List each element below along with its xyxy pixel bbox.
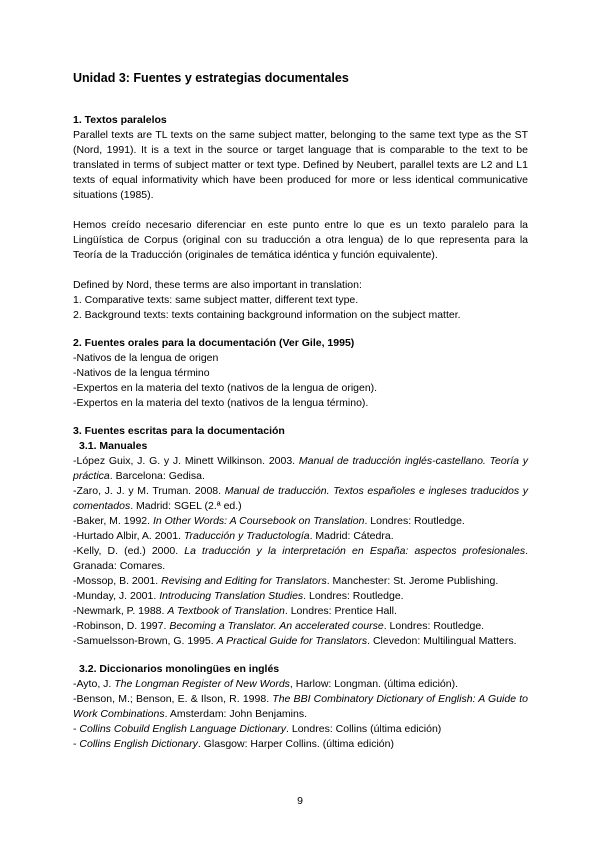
reference-item: -Mossop, B. 2001. Revising and Editing for Translators. Manchester: St. Jerome Publishing. [73,575,499,587]
reference-item: - Collins Cobuild English Language Dictionary. Londres: Collins (última edición) [73,723,442,735]
subsection-diccionarios-heading: 3.2. Diccionarios monolingües en inglés [79,663,280,675]
paragraph-corpus: Hemos creído necesario diferenciar en este punto entre lo que es un texto paralelo para la Lingüística de Corpus (original con su traducción a otra lengua) de lo que representa para la Teoría de la Traducción (originales de temática idéntica y función equivalente). [73,219,528,261]
paragraph-parallel-texts: Parallel texts are TL texts on the same subject matter, belonging to the same text type as the ST (Nord, 1991). It is a text in the source or target language that is comparable to the text to be translated in terms of subject matter or text type. Defined by Neubert, parallel texts are L2 and L1 texts of equal informativity which have been produced for more or less identical communicative situations (1985). [73,129,528,201]
subsection-manuales-heading: 3.1. Manuales [79,440,148,452]
reference-item: -Samuelsson-Brown, G. 1995. A Practical Guide for Translators. Clevedon: Multilingual Matters. [73,635,517,647]
list-item: 2. Background texts: texts containing background information on the subject matter. [73,309,461,321]
reference-item: -Zaro, J. J. y M. Truman. 2008. Manual de traducción. Textos españoles e ingleses traducidos y comentados. Madrid: SGEL (2.ª ed.) [73,485,529,512]
section-1-heading: 1. Textos paralelos [73,114,167,126]
page-title: Unidad 3: Fuentes y estrategias documentales [73,71,349,85]
reference-item: -Kelly, D. (ed.) 2000. La traducción y la interpretación en España: aspectos profesionales. Granada: Comares. [73,545,528,572]
list-item: -Expertos en la materia del texto (nativos de la lengua de origen). [73,382,378,394]
reference-item: -Benson, M.; Benson, E. & Ilson, R. 1998. The BBI Combinatory Dictionary of English: A Guide to Work Combinations. Amsterdam: John Benjamins. [73,693,528,720]
reference-item: -Ayto, J. The Longman Register of New Words, Harlow: Longman. (última edición). [73,678,458,690]
section-3-heading: 3. Fuentes escritas para la documentación [73,425,285,437]
reference-item: -Hurtado Albir, A. 2001. Traducción y Traductología. Madrid: Cátedra. [73,530,394,542]
list-item: -Nativos de la lengua término [73,367,210,379]
reference-item: -Newmark, P. 1988. A Textbook of Translation. Londres: Prentice Hall. [73,605,397,617]
reference-item: - Collins English Dictionary. Glasgow: Harper Collins. (última edición) [73,738,394,750]
section-2-heading: 2. Fuentes orales para la documentación (Ver Gile, 1995) [73,337,355,349]
reference-item: -López Guix, J. G. y J. Minett Wilkinson. 2003. Manual de traducción inglés-castellano. Teoría y práctica. Barcelona: Gedisa. [73,455,528,482]
list-item: -Nativos de la lengua de origen [73,352,219,364]
list-item: 1. Comparative texts: same subject matter, different text type. [73,294,359,306]
reference-item: -Baker, M. 1992. In Other Words: A Coursebook on Translation. Londres: Routledge. [73,515,465,527]
reference-item: -Munday, J. 2001. Introducing Translation Studies. Londres: Routledge. [73,590,404,602]
page-number: 9 [297,795,303,807]
reference-item: -Robinson, D. 1997. Becoming a Translator. An accelerated course. Londres: Routledge. [73,620,485,632]
paragraph-nord: Defined by Nord, these terms are also important in translation: [73,279,362,291]
list-item: -Expertos en la materia del texto (nativos de la lengua término). [73,397,369,409]
page-content [73,70,528,752]
